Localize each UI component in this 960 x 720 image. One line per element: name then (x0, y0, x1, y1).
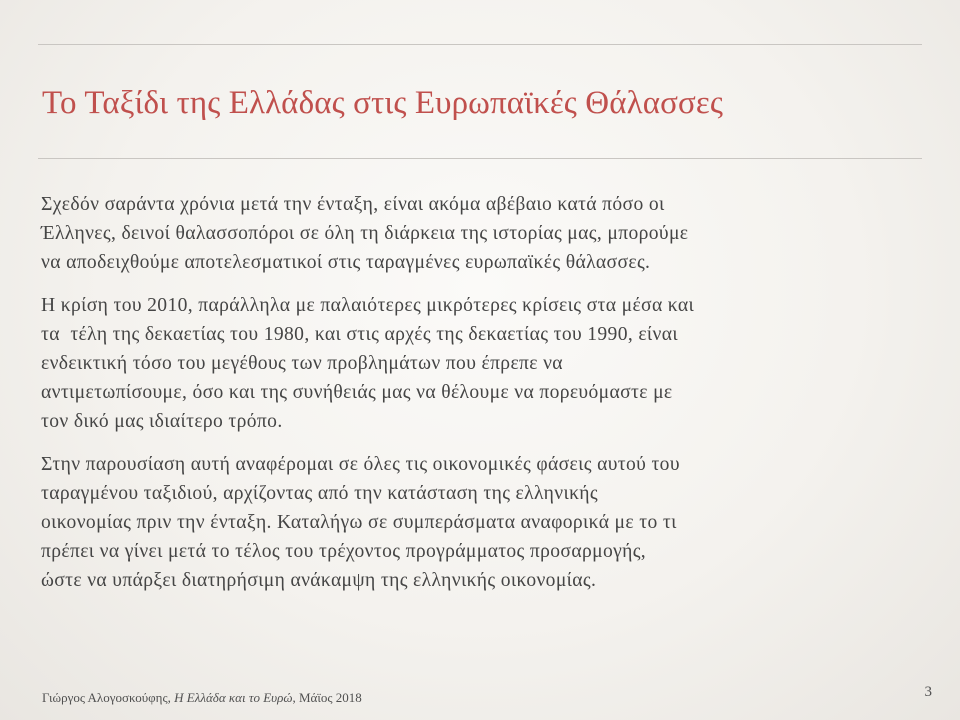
paragraph-line: Έλληνες, δεινοί θαλασσοπόροι σε όλη τη διάρκεια της ιστορίας μας, μπορούμε (41, 223, 689, 244)
title-divider (38, 158, 922, 159)
footer-book-title: Η Ελλάδα και το Ευρώ (174, 690, 293, 705)
slide-footer (42, 690, 362, 706)
paragraph-line: οικονομίας πριν την ένταξη. Καταλήγω σε συμπεράσματα αναφορικά με το τι (41, 512, 677, 533)
paragraph-line: αντιμετωπίσουμε, όσο και της συνήθειάς μας να θέλουμε να πορευόμαστε με (41, 382, 673, 403)
slide-body (41, 190, 921, 609)
slide-title: Το Ταξίδι της Ελλάδας στις Ευρωπαϊκές Θάλασσες (42, 85, 724, 121)
paragraph-line: τον δικό μας ιδιαίτερο τρόπο. (41, 411, 283, 432)
paragraph-line: ενδεικτική τόσο του μεγέθους των προβλημάτων που έπρεπε να (41, 353, 563, 374)
paragraph-line: να αποδειχθούμε αποτελεσματικοί στις ταραγμένες ευρωπαϊκές θάλασσες. (41, 252, 651, 273)
paragraph-line: τα τέλη της δεκαετίας του 1980, και στις αρχές της δεκαετίας του 1990, είναι (41, 324, 678, 345)
footer-author: Γιώργος Αλογοσκούφης, (42, 690, 175, 705)
body-paragraph-1 (41, 190, 921, 277)
footer-date: , Μάϊος 2018 (292, 690, 362, 705)
paragraph-line: Σχεδόν σαράντα χρόνια μετά την ένταξη, είναι ακόμα αβέβαιο κατά πόσο οι (41, 194, 665, 215)
paragraph-line: ώστε να υπάρξει διατηρήσιμη ανάκαμψη της ελληνικής οικονομίας. (41, 570, 597, 591)
page-number: 3 (924, 684, 932, 700)
body-paragraph-3 (41, 450, 921, 595)
paragraph-line: ταραγμένου ταξιδιού, αρχίζοντας από την κατάσταση της ελληνικής (41, 483, 599, 504)
paragraph-line: Η κρίση του 2010, παράλληλα με παλαιότερες μικρότερες κρίσεις στα μέσα και (41, 295, 695, 316)
body-paragraph-2 (41, 291, 921, 436)
paragraph-line: πρέπει να γίνει μετά το τέλος του τρέχοντος προγράμματος προσαρμογής, (41, 541, 647, 562)
top-divider (38, 44, 922, 45)
paragraph-line: Στην παρουσίαση αυτή αναφέρομαι σε όλες τις οικονομικές φάσεις αυτού του (41, 454, 680, 475)
